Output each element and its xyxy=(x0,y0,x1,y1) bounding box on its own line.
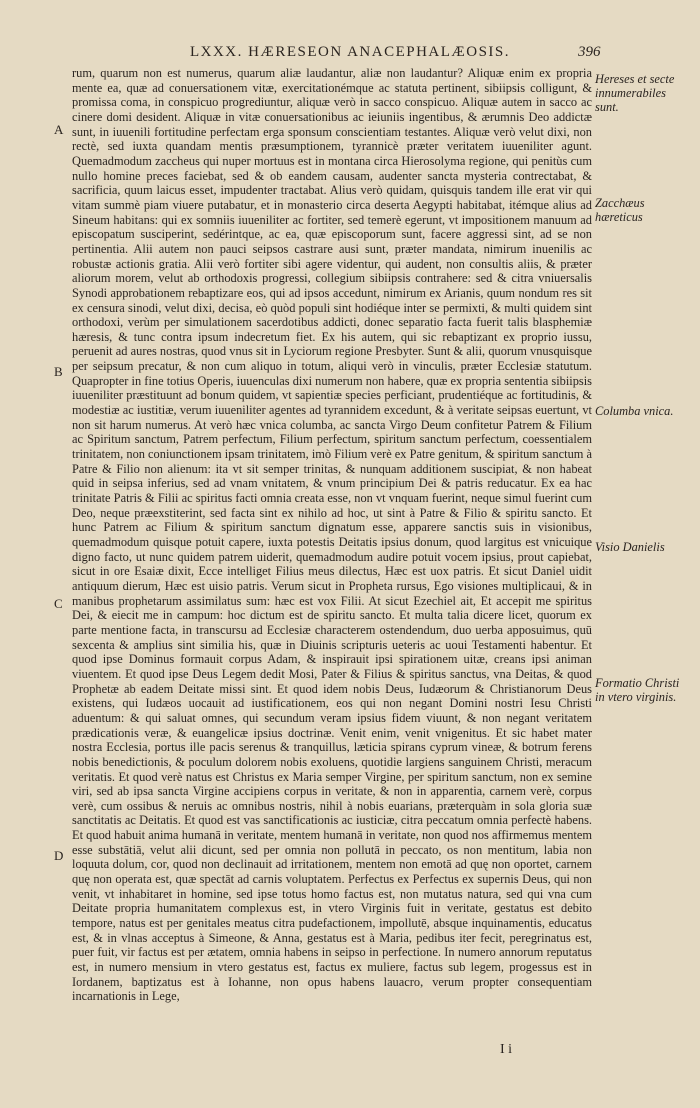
section-letter: A xyxy=(54,122,64,137)
section-letter: B xyxy=(54,364,63,379)
margin-note: Zacchæus hæreticus xyxy=(595,196,645,224)
body-text xyxy=(72,66,592,1036)
body-paragraph: rum, quarum non est numerus, quarum aliæ laudantur, aliæ non laudantur? Aliquæ enim ex propria mente ea, quæ ad conuersationem vitæ, exercitationémque ac statuta pertinent, sibiipsis colligunt, & promissa coma, in conspicuo progrediuntur, aliquæ verò in sacco conspicuo. Aliquæ autem in sacco ac cinere domi desident. Aliquæ in vitæ conuersationibus ac ieiuniis ingentibus, & ærumnis Deo addictæ sunt, in iuuenili fortitudine perfectam erga sponsum conscientiam testantes. Aliquæ verò velut dixi, non rectè, sed iuxta quandam mentis præsumptionem, tyrannicè præter veritatem iuueniliter agunt. Quemadmodum zaccheus qui nuper mortuus est in montana circa Hierosolyma regione, qui penitùs cum nullo homine preces faciebat, sed & ob eandem causam, audenter sancta mysteria contrectabat, & sacrificia, quum laicus esset, impudenter tractabat. Alius verò quidam, quisquis tandem ille erat vir qui vitam summè piam viuere putabatur, et in monasterio circa deserta Aegypti habitabat, itémque alius ad Sineum habitans: qui ex somniis iuueniliter ac fortiter, sed temerè egerunt, vt impositionem manuum ad episcopatum susciperint, sedérintque, ac ea, quæ episcoporum sunt, facere aggressi sint, ad se non pertinentia. Alii autem non pauci seipsos castrare ausi sunt, præter mandata, nimirum inuenilis ac robustæ actionis gratia. Alii verò fortiter sibi agere videntur, qui audent, non consultis aliis, & præter aliorum morem, velut ab orthodoxis progressi, collegium sibiipsis contrahere: sed & citra vniuersalis Synodi approbationem rebaptizare eos, qui ad ipsos accedunt, nimirum ex Arianis, quum nondum res sit ex censura sinodi, velut dixi, decisa, eò quòd populi sint hodiéque inter se permixti, & multi quidem sint orthodoxi, verùm per simulationem sacerdotibus addicti, donec separatio facta fuerit talis blasphemiæ hæresis, & tunc contra ipsum indecretum fiet. Ex his autem, qui sic rebaptizant ex proprio iussu, peruenit ad aures nostras, quod vnus sit in Lyciorum regione Presbyter. Sunt & alii, quorum vnusquisque per seipsum precatur, & non cum aliquo in totum, aliqui verò in vinculis, præter Ecclesiæ statutum. Quapropter in fine totius Operis, iuuenculas dixi numerum non habere, quæ ex propria sententia sibiipsis iuueniliter præstituunt ad bonum quidem, vt sapientiæ species perficiant, prudentiéque ac fortitudinis, & modestiæ ac iustitiæ, verum iuueniliter agentes ad tyrannidem excedunt, & à veritate seipsas euertunt, vt non sit harum numerus. At verò hæc vnica columba, ac sancta Virgo Deum confitetur Patrem & Filium ac Spiritum sanctum, Patrem perfectum, Filium perfectum, spiritum sanctum perfectum, coessentialem trinitatem, non coniunctionem ipsam trinitatem, imò Filium verè ex Patre genitum, & spiritum sanctum à Patre & Filio non alienum: ita vt sit semper trinitas, & nunquam additionem suscipiat, & non habeat quid in seipsa inferius, sed ad vnam vnitatem, & vnum principium Dei & patris reducatur. Ex ea hac trinitate Patris & Filii ac spiritus facti omnia creata esse, non vt vnquam fuerint, neque simul fuerint cum Deo, neque præexstiterint, sed facta sint ex nihilo ad hoc, ut sint à Patre & Filio & spiritu sancto. Et hunc Patrem ac Filium & spiritum sanctum dignatum esse, apparere sanctis suis in visionibus, quemadmodum quisque potuit capere, iuxta potestis Deitatis ipsius donum, quod largitus est vnicuique digno facto, ut nunc quidem patrem uiderit, quemadmodum audire potuit vocem ipsius, prout capiebat, sicut in ore Esaiæ dixit, Ecce intelliget Filius meus dilectus, Hæc est uox patris. Et sicut Daniel uidit antiquum dierum, Hæc est uisio patris. Verum sicut in Propheta rursus, Ego visiones multiplicaui, & in manibus prophetarum assimilatus sum: hæc est vox Filii. At sicut Ezechiel ait, Et accepit me spiritus Dei, & eiecit me in campum: hoc dictum est de spiritu sancto. Et multa talia dicere licet, quorum ex parte mentione facta, in transcursu ad Ecclesiæ characterem ostendendum, duo uerba apposuimus, quū sexcenta & amplius sint similia his, quæ in Diuinis scripturis ueteris ac uoui Testamenti habentur. Et quod ipse Dominus formauit corpus Adam, & inspirauit ipsi spirationem uitæ, creans ipsi animan viuentem. Et quod ipse Deus Legem dedit Mosi, Pater & Filius & spiritus sanctus, vna Deitas, & quod Prophetæ ab eadem Deitate missi sint. Et quod idem nobis Deus, Iudæorum & Christianorum Deus existens, qui Iudæos uocauit ad iustificationem, eos qui non negant Domini nostri Iesu Christi aduentum: & qui saluat omnes, qui secundum veram ipsius fidem viuunt, & non negant veritatem prædicationis veræ, & euangelicæ ipsius doctrinæ. Venit enim, venit vnigenitus. Et sic habet mater nostra Ecclesia, portus ille pacis serenus & tranquillus, læticia spirans cyprum vineæ, & botrum ferens nobis benedictionis, & poculum dolorem nobis exoluens, quotidie largiens sanguinem Christi, meracum veritatis. Et quod verè natus est Christus ex Maria semper Virgine, per spiritum sanctum, non ex semine viri, sed ab ipsa sancta Virgine accipiens corpus in veritate, & non in apparentia, carnem verè, corpus verè, cum ossibus & neruis ac omnibus nostris, nihil à nobis euarians, præterquàm in sola gloria suæ sanctitatis ac Deitatis. Et quod est vas sanctificationis ac iusticiæ, citra peccatum omnia perfectè habens. Et quod habuit anima humanā in veritate, mentem humanā in veritate, non quod nos affirmemus mentem esse substātiā, velut alii dicunt, sed per omnia non pollutā in peccato, os non mentitum, labia non loquuta dolum, cor, quod non declinauit ad irritationem, mentem non emotā ad quę non oportet, carnem quę non operata est, quæ spectāt ad carnis voluptatem. Perfectus ex Perfectus ex supernis Deus, qui non venit, vt inhabitaret in homine, sed ipse totus homo factus est, non mutatus natura, sed qui vna cum Deitate propria humanitatem complexus est, in vtero Virginis fuit in veritate, gestatus est debito tempore, natus est per genitales meatus citra pudefactionem, impollutē, absque inquinamentis, educatus est, & in vlnas acceptus à Simeone, & Anna, gestatus est à Maria, pedibus iter fecit, peregrinatus est, puer fuit, vir factus est per ætatem, omnia habens in seipso in perfectione. In numero annorum reputatus est, in numero mensium in vtero gestatus est, factus ex muliere, factus sub legem, progessus est in Iordanem, baptizatus est à Iohanne, non opus habens lauacro, verum propter consequentiam incarnationis in Lege, xyxy=(72,66,592,1004)
margin-note: Columba vnica. xyxy=(595,404,674,418)
page-number: 396 xyxy=(578,44,601,60)
margin-note: Visio Danielis xyxy=(595,540,665,554)
running-head: LXXX. HÆRESEON ANACEPHALÆOSIS. xyxy=(189,44,511,60)
section-letter: D xyxy=(54,848,64,863)
section-letter: C xyxy=(54,596,63,611)
margin-note: Hereses et secte innumerabiles sunt. xyxy=(595,72,675,114)
signature-mark: I i xyxy=(500,1042,513,1057)
margin-note: Formatio Christi in vtero virginis. xyxy=(595,676,680,704)
